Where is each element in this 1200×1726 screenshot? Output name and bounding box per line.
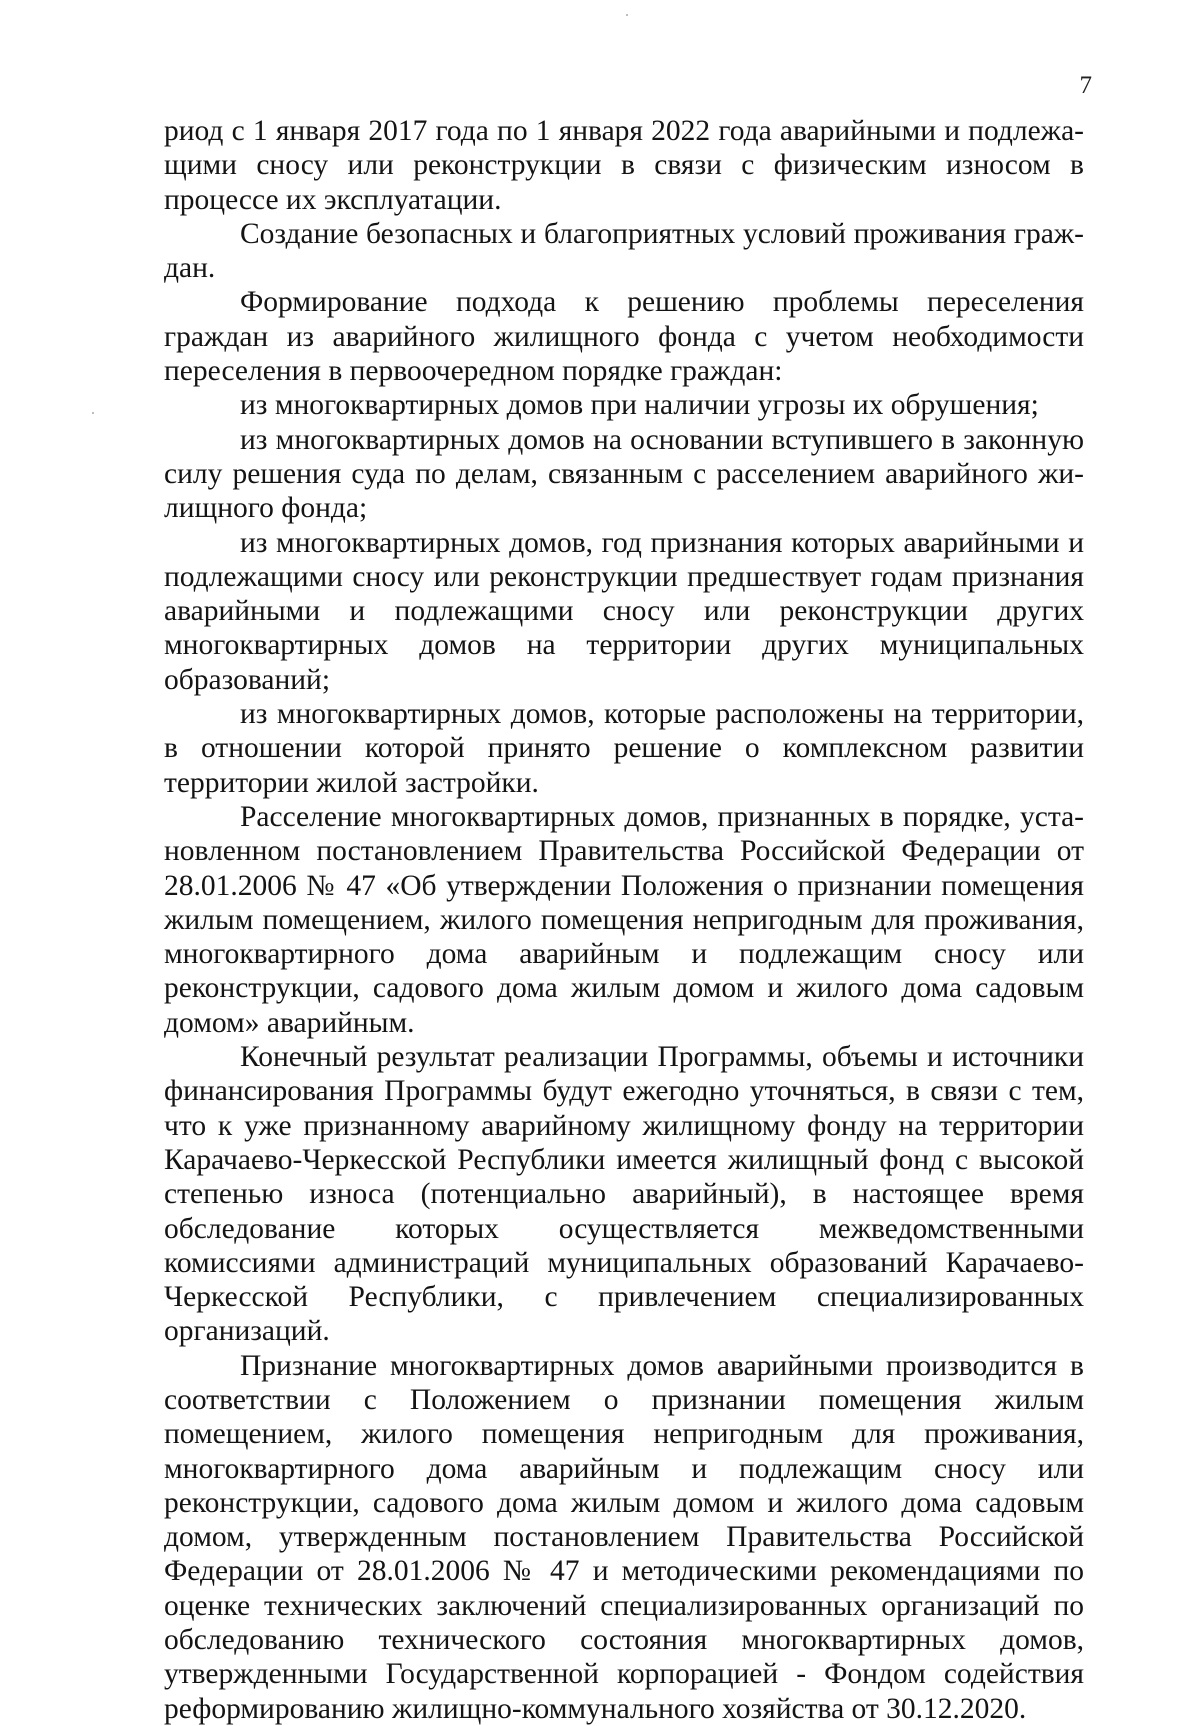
body-text	[164, 114, 1084, 1726]
paragraph: Формирование подхода к решению проблемы переселения граждан из аварийного жилищного фонда с учетом необходимости переселения в первоочередном порядке граждан:	[164, 286, 1084, 388]
paragraph: Признание многоквартирных домов аварийными производится в соответствии с Положением о признании помещения жилым помещением, жилого помещения непригодным для проживания, многоквартирного дома аварийным и подлежащим сносу или реконструкции, садового дома жилым домом и жилого дома садовым домом, утвержденным постановлением Правительства Российской Федерации от 28.01.2006 № 47 и методическими рекомендациями по оценке технических заключений специализированных организаций по обследованию технического состояния многоквартирных домов, утвержденными Государственной корпорацией - Фондом содействия реформированию жилищно-коммунального хозяйства от 30.12.2020.	[164, 1349, 1084, 1725]
page-number: 7	[1079, 72, 1092, 99]
paragraph: из многоквартирных домов, год признания которых аварийными и подлежащими сносу или реконструкции предшествует годам признания аварийными и подлежащими сносу или реконструкции других многоквартирных домов на территории других муниципальных образований;	[164, 526, 1084, 696]
paragraph: из многоквартирных домов на основании вступившего в законную силу решения суда по делам, связанным с расселением аварийного жилищного фонда;	[164, 423, 1084, 525]
paragraph: из многоквартирных домов, которые расположены на территории, в отношении которой принято решение о комплексном развитии территории жилой застройки.	[164, 698, 1084, 799]
paragraph: риод с 1 января 2017 года по 1 января 2022 года аварийными и подлежащими сносу или реконструкции в связи с физическим износом в процессе их эксплуатации.	[164, 115, 1084, 216]
paragraph: Расселение многоквартирных домов, признанных в порядке, установленном постановлением Правительства Российской Федерации от 28.01.2006 № 47 «Об утверждении Положения о признании помещения жилым помещением, жилого помещения непригодным для проживания, многоквартирного дома аварийным и подлежащим сносу или реконструкции, садового дома жилым домом и жилого дома садовым домом» аварийным.	[164, 800, 1084, 1039]
paragraph: Конечный результат реализации Программы, объемы и источники финансирования Программы будут ежегодно уточняться, в связи с тем, что к уже признанному аварийному жилищному фонду на территории Карачаево-Черкесской Республики имеется жилищный фонд с высокой степенью износа (потенциально аварийный), в настоящее время обследование которых осуществляется межведомственными комиссиями администраций муниципальных образований Карачаево-Черкесской Республики, с привлечением специализированных организаций.	[164, 1041, 1084, 1348]
scan-speck	[92, 412, 94, 414]
paragraph: из многоквартирных домов при наличии угрозы их обрушения;	[240, 389, 1039, 422]
scan-speck	[626, 14, 628, 16]
paragraph: Создание безопасных и благоприятных условий проживания граждан.	[164, 217, 1084, 285]
